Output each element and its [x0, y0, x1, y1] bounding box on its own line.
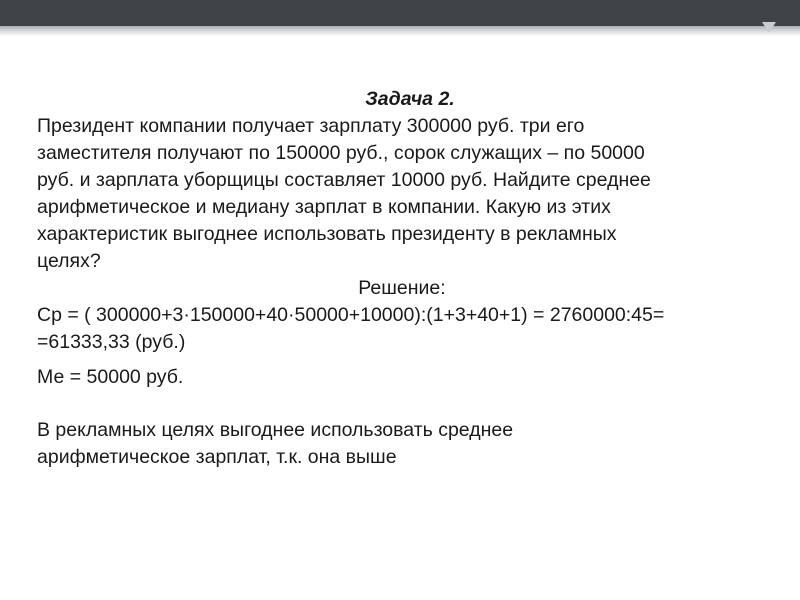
conclusion-line: арифметическое зарплат, т.к. она выше [37, 446, 397, 468]
median-line: Ме = 50000 руб. [37, 366, 184, 388]
problem-line: заместителя получают по 150000 руб., сорок служащих – по 50000 [37, 142, 645, 164]
problem-line: арифметическое и медиану зарплат в компании. Какую из этих [37, 196, 611, 218]
problem-line: целях? [37, 250, 101, 272]
conclusion-line: В рекламных целях выгоднее использовать среднее [37, 419, 514, 441]
mean-result-line: =61333,33 (руб.) [37, 331, 186, 353]
slide-header-bar [0, 0, 800, 26]
problem-line: руб. и зарплата уборщицы составляет 10000 руб. Найдите среднее [37, 169, 651, 191]
mean-formula-line: Ср = ( 300000+3·150000+40·50000+10000):(1+3+40+1) = 2760000:45= [37, 304, 665, 326]
task-title: Задача 2. [365, 88, 455, 110]
solution-heading: Решение: [358, 277, 446, 299]
header-arrow-icon [762, 22, 776, 33]
slide-header-strip [0, 26, 800, 36]
problem-line: характеристик выгоднее использовать президенту в рекламных [37, 223, 617, 245]
problem-line: Президент компании получает зарплату 300000 руб. три его [37, 115, 585, 137]
